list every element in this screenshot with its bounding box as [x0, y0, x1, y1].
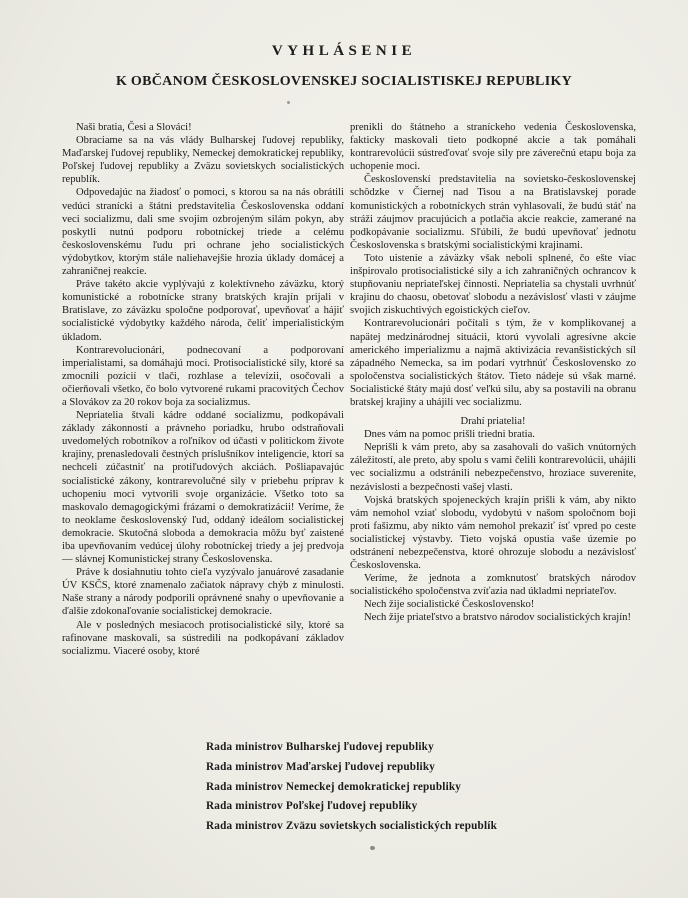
paper-speck — [287, 101, 290, 104]
paragraph: Nech žije priateľstvo a bratstvo národov socialistických krajín! — [364, 612, 632, 624]
paragraph: Kontrarevolucionári, podnecovaní a podporovaní imperialistami, sa domáhajú moci. Protisocialistické sily, ktoré sa zmocnili pozícií v tlači, rozhlase a televízii, osočovali a očierňovali všetko, čo bolo vytvorené rukami pracovitých Čechov a Slovákov za 20 rokov boja za socializmus. — [62, 344, 344, 408]
document-title: VYHLÁSENIE — [271, 43, 417, 59]
signature-line: Rada ministrov Bulharskej ľudovej republiky — [206, 741, 434, 753]
text-column-right — [350, 121, 636, 625]
paragraph: Odpovedajúc na žiadosť o pomoci, s ktorou sa na nás obrátili vedúci stranícki a štátni predstavitelia Československa oddaní veci socializmu, dali sme svojim ozbrojeným silám pokyn, aby poskytli nutnú podporu robotníckej triede a celému československému ľudu pri ochrane jeho socialistických výdobytkov, ktorým stále naliehavejšie hrozia úklady domácej a zahraničnej reakcie. — [62, 187, 344, 278]
signature-line: Rada ministrov Maďarskej ľudovej republiky — [206, 760, 436, 773]
paragraph: Neprišli k vám preto, aby sa zasahovali do vašich vnútorných záležitostí, ale preto, aby spolu s vami čelili kontrarevolúcii, uhájili vec socializmu a odstránili nebezpečenstvo, hroziace suverenite, nezávislosti a bezpečnosti vašej vlasti. — [350, 442, 636, 493]
paragraph: Práve k dosiahnutiu tohto cieľa vyzývalo januárové zasadanie ÚV KSČS, ktoré znamenalo začiatok nápravy chýb z minulosti. Naše strany a národy podporili oprávnené snahy o upevňovanie a ďalšie zdokonaľovanie socialistickej demokracie. — [62, 567, 344, 618]
signature-block — [206, 738, 497, 837]
paragraph: Toto uistenie a záväzky však neboli splnené, čo ešte viac inšpirovalo protisocialistické sily a ich zahraničných ochrancov k stupňovaniu nepriateľskej činnosti. Nepriatelia sa chystali uvrhnúť krajinu do chaosu, obetovať slobodu a nezávislosť vlasti v záujme svojich ziskuchtivých egoistických cieľov. — [350, 252, 636, 317]
document-subtitle: K OBČANOM ČESKOSLOVENSKEJ SOCIALISTISKEJ REPUBLIKY — [115, 74, 573, 89]
paragraph: Naši bratia, Česi a Slováci! — [76, 122, 192, 133]
paragraph: Dnes vám na pomoc prišli triedni bratia. — [364, 429, 535, 441]
paragraph: Obraciame sa na vás vlády Bulharskej ľudovej republiky, Maďarskej ľudovej republiky, Nemeckej demokratickej republiky, Poľskej ľudovej republiky a Zväzu sovietskych socialistických republík. — [62, 135, 344, 186]
signature-line: Rada ministrov Zväzu sovietskych socialistických republík — [206, 820, 498, 833]
paper-speck — [370, 846, 375, 850]
paragraph: Československí predstavitelia na sovietsko-československej schôdzke v Čiernej nad Tisou a na Bratislavskej porade komunistických a robotníckych strán vyhlasovali, že budú stáť na stráži záujmov pracujúcich a potlačia akcie reakcie, zamerané na podkopávanie socializmu. Sľúbili, že budú upevňovať jednotu Československa s bratskými socialistickými krajinami. — [350, 174, 636, 251]
paragraph: Nepriatelia štvali kádre oddané socializmu, podkopávali základy zákonnosti a právneho poriadku, hrubo odstraňovali uvedomelých robotníkov a roľníkov od účasti v politickom živote krajiny, prenasledovali čestných príslušníkov inteligencie, ktorí sa nechceli zúčastniť na protiľudových akciách. Pošliapavajúc socialistické zákony, kontrarevolučné sily v priebehu príprav k uchopeniu moci vytvorili svoje organizácie. Všetko toto sa maskovalo demagogickými frázami o demokratizácii! Veríme, že to neoklame československý ľud, oddaný ideálom socialistickej demokracie. Skutočná sloboda a demokracia môžu byť zaistené iba upevňovaním vedúcej úlohy robotníckej triedy a jej predvoja — slávnej Komunistickej strany Československa. — [62, 410, 344, 566]
paragraph: prenikli do štátneho a straníckeho vedenia Československa, fakticky maskovali tieto podkopné akcie a tak pomáhali kontrarevolúcii sústreďovať svoje sily pre záverečnú etapu boja za uchopenie moci. — [350, 122, 636, 173]
text-column-left — [62, 121, 344, 658]
paragraph: Vojská bratských spojeneckých krajín prišli k vám, aby nikto vám nemohol vziať slobodu, vydobytú v našom spoločnom boji proti fašizmu, aby nikto vám nemohol prekaziť ísť vpred po ceste socialistickej výstavby. Tieto vojská opustia vaše územie po odstránení nebezpečenstva, ktoré ohrozuje slobodu a nezávislosť Československa. — [350, 494, 636, 572]
paragraph: Nech žije socialistické Československo! — [364, 599, 535, 611]
paragraph: Veríme, že jednota a zomknutosť bratských národov socialistického spoločenstva zvíťazia nad úkladmi nepriateľov. — [350, 573, 636, 598]
paragraph: Práve takéto akcie vyplývajú z kolektívneho záväzku, ktorý komunistické a robotnícke strany bratských krajín prijali v Bratislave, zo záväzku spoločne podporovať, upevňovať a hájiť socialistické výdobytky každého národa, čeliť imperialistickým úkladom. — [62, 279, 344, 343]
signature-line: Rada ministrov Nemeckej demokratickej republiky — [206, 780, 462, 793]
salutation: Drahí priatelia! — [460, 416, 526, 428]
paragraph: Ale v posledných mesiacoch protisocialistické sily, ktoré sa rafinovane maskovali, sa sústredili na podkopávaní základov socializmu. Viaceré osoby, ktoré — [62, 619, 344, 657]
paragraph: Kontrarevolucionári počítali s tým, že v komplikovanej a napätej medzinárodnej situácii, ktorú vyvolali agresívne akcie amerického imperializmu a najmä aktivizácia revanšistických síl západného Nemecka, sa im podarí vytrhnúť Československo zo spoločenstva socialistických štátov. Tieto nádeje sú však marné. Socialistické štáty majú dosť veľkú silu, aby sa postavili na obranu bratskej krajiny a uhájili vec socializmu. — [350, 318, 636, 408]
signature-line: Rada ministrov Poľskej ľudovej republiky — [206, 800, 418, 813]
